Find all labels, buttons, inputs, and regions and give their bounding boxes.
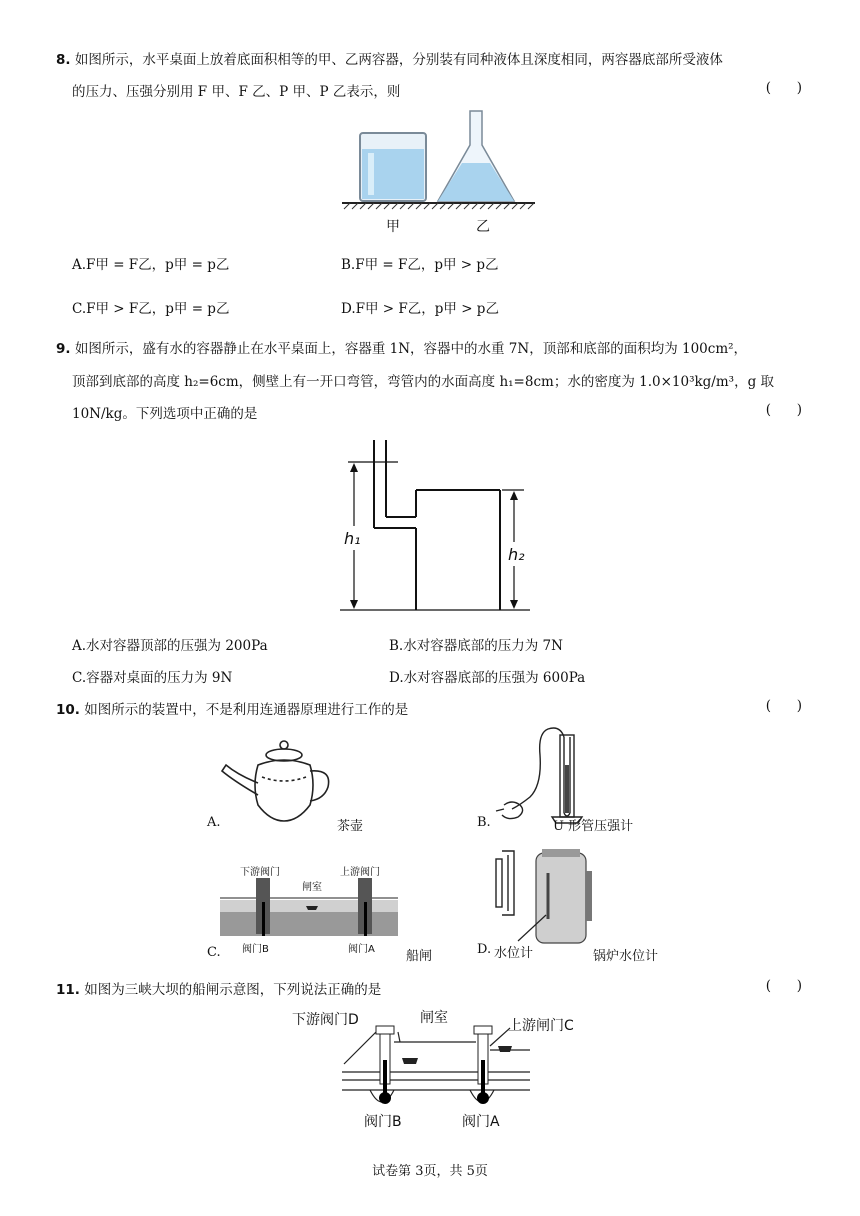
q11-label-c: 上游闸门C (508, 1018, 574, 1034)
q10-c-letter: C. (207, 945, 221, 960)
q10-c-downstream-gate: 下游阀门 (240, 867, 280, 878)
q11-label-b: 阀门B (364, 1114, 402, 1130)
q8-option-a[interactable]: A.F甲 = F乙，p甲 = p乙 (72, 257, 230, 273)
q11-label-d: 下游阀门D (292, 1012, 359, 1028)
q10-d-caption-left: 水位计 (494, 946, 534, 961)
q10-a-letter: A. (207, 815, 221, 830)
q10-line1 (56, 698, 408, 718)
ship-lock-image (218, 862, 400, 956)
q10-c-valve-b: 阀门B (242, 944, 269, 955)
q8-text-line2: 的压力、压强分别用 F 甲、F 乙、P 甲、P 乙表示，则 (72, 84, 401, 100)
q8-label-yi: 乙 (476, 219, 490, 235)
q11-number: 11. (56, 982, 80, 998)
q11-text: 如图为三峡大坝的船闸示意图，下列说法正确的是 (84, 982, 382, 998)
q10-c-lock-chamber: 闸室 (302, 882, 322, 893)
q8-number: 8. (56, 52, 71, 68)
q9-text-line2: 顶部到底部的高度 h₂=6cm，侧壁上有一开口弯管，弯管内的水面高度 h₁=8cm；水的密度为 1.0×10³kg/m³，g 取 (72, 374, 774, 390)
q8-text-line1: 如图所示，水平桌面上放着底面积相等的甲、乙两容器，分别装有同种液体且深度相同，两容器底部所受液体 (74, 52, 723, 68)
q10-d-letter: D. (477, 942, 492, 957)
q10-c-valve-a: 阀门A (348, 944, 375, 955)
q9-figure (330, 432, 540, 617)
q8-line1 (56, 48, 723, 68)
q9-answer-paren: ( ) (765, 402, 802, 418)
q10-a-caption: 茶壶 (337, 819, 364, 834)
q9-option-a[interactable]: A.水对容器顶部的压强为 200Pa (72, 638, 268, 654)
q11-label-a: 阀门A (462, 1114, 500, 1130)
q9-text-line3: 10N/kg。下列选项中正确的是 (72, 406, 258, 422)
q10-d-caption-right: 锅炉水位计 (593, 949, 659, 964)
q9-label-h1: h₁ (344, 529, 361, 548)
q8-option-c[interactable]: C.F甲 > F乙，p甲 = p乙 (72, 301, 230, 317)
q10-b-caption: U 形管压强计 (553, 819, 634, 834)
q8-label-jia: 甲 (386, 219, 400, 235)
q10-c-caption: 船闸 (406, 949, 433, 964)
q9-label-h2: h₂ (508, 545, 525, 564)
teapot-image (218, 735, 338, 825)
q10-answer-paren: ( ) (765, 698, 802, 714)
page-footer: 试卷第 3页，共 5页 (372, 1164, 488, 1179)
q8-option-b[interactable]: B.F甲 = F乙，p甲 > p乙 (341, 257, 499, 273)
q9-text-line1: 如图所示，盛有水的容器静止在水平桌面上，容器重 1N，容器中的水重 7N，顶部和底部的面积均为 100cm²， (74, 341, 748, 357)
q9-line1 (56, 337, 747, 357)
q10-number: 10. (56, 702, 80, 718)
u-tube-manometer-image (490, 725, 590, 829)
q10-b-letter: B. (477, 815, 491, 830)
q11-ship-lock-figure (290, 1006, 610, 1132)
q11-label-room: 闸室 (420, 1010, 448, 1026)
q8-option-d[interactable]: D.F甲 > F乙，p甲 > p乙 (341, 301, 499, 317)
q9-number: 9. (56, 341, 71, 357)
q9-option-d[interactable]: D.水对容器底部的压强为 600Pa (389, 670, 586, 686)
q9-option-b[interactable]: B.水对容器底部的压力为 7N (389, 638, 563, 654)
q10-c-upstream-gate: 上游阀门 (340, 867, 380, 878)
boiler-water-gauge-image (488, 845, 598, 945)
q10-text: 如图所示的装置中，不是利用连通器原理进行工作的是 (84, 702, 409, 718)
q11-line1 (56, 978, 381, 998)
q9-option-c[interactable]: C.容器对桌面的压力为 9N (72, 670, 233, 686)
q11-answer-paren: ( ) (765, 978, 802, 994)
q8-figure (330, 105, 540, 235)
q8-answer-paren: ( ) (765, 80, 802, 96)
